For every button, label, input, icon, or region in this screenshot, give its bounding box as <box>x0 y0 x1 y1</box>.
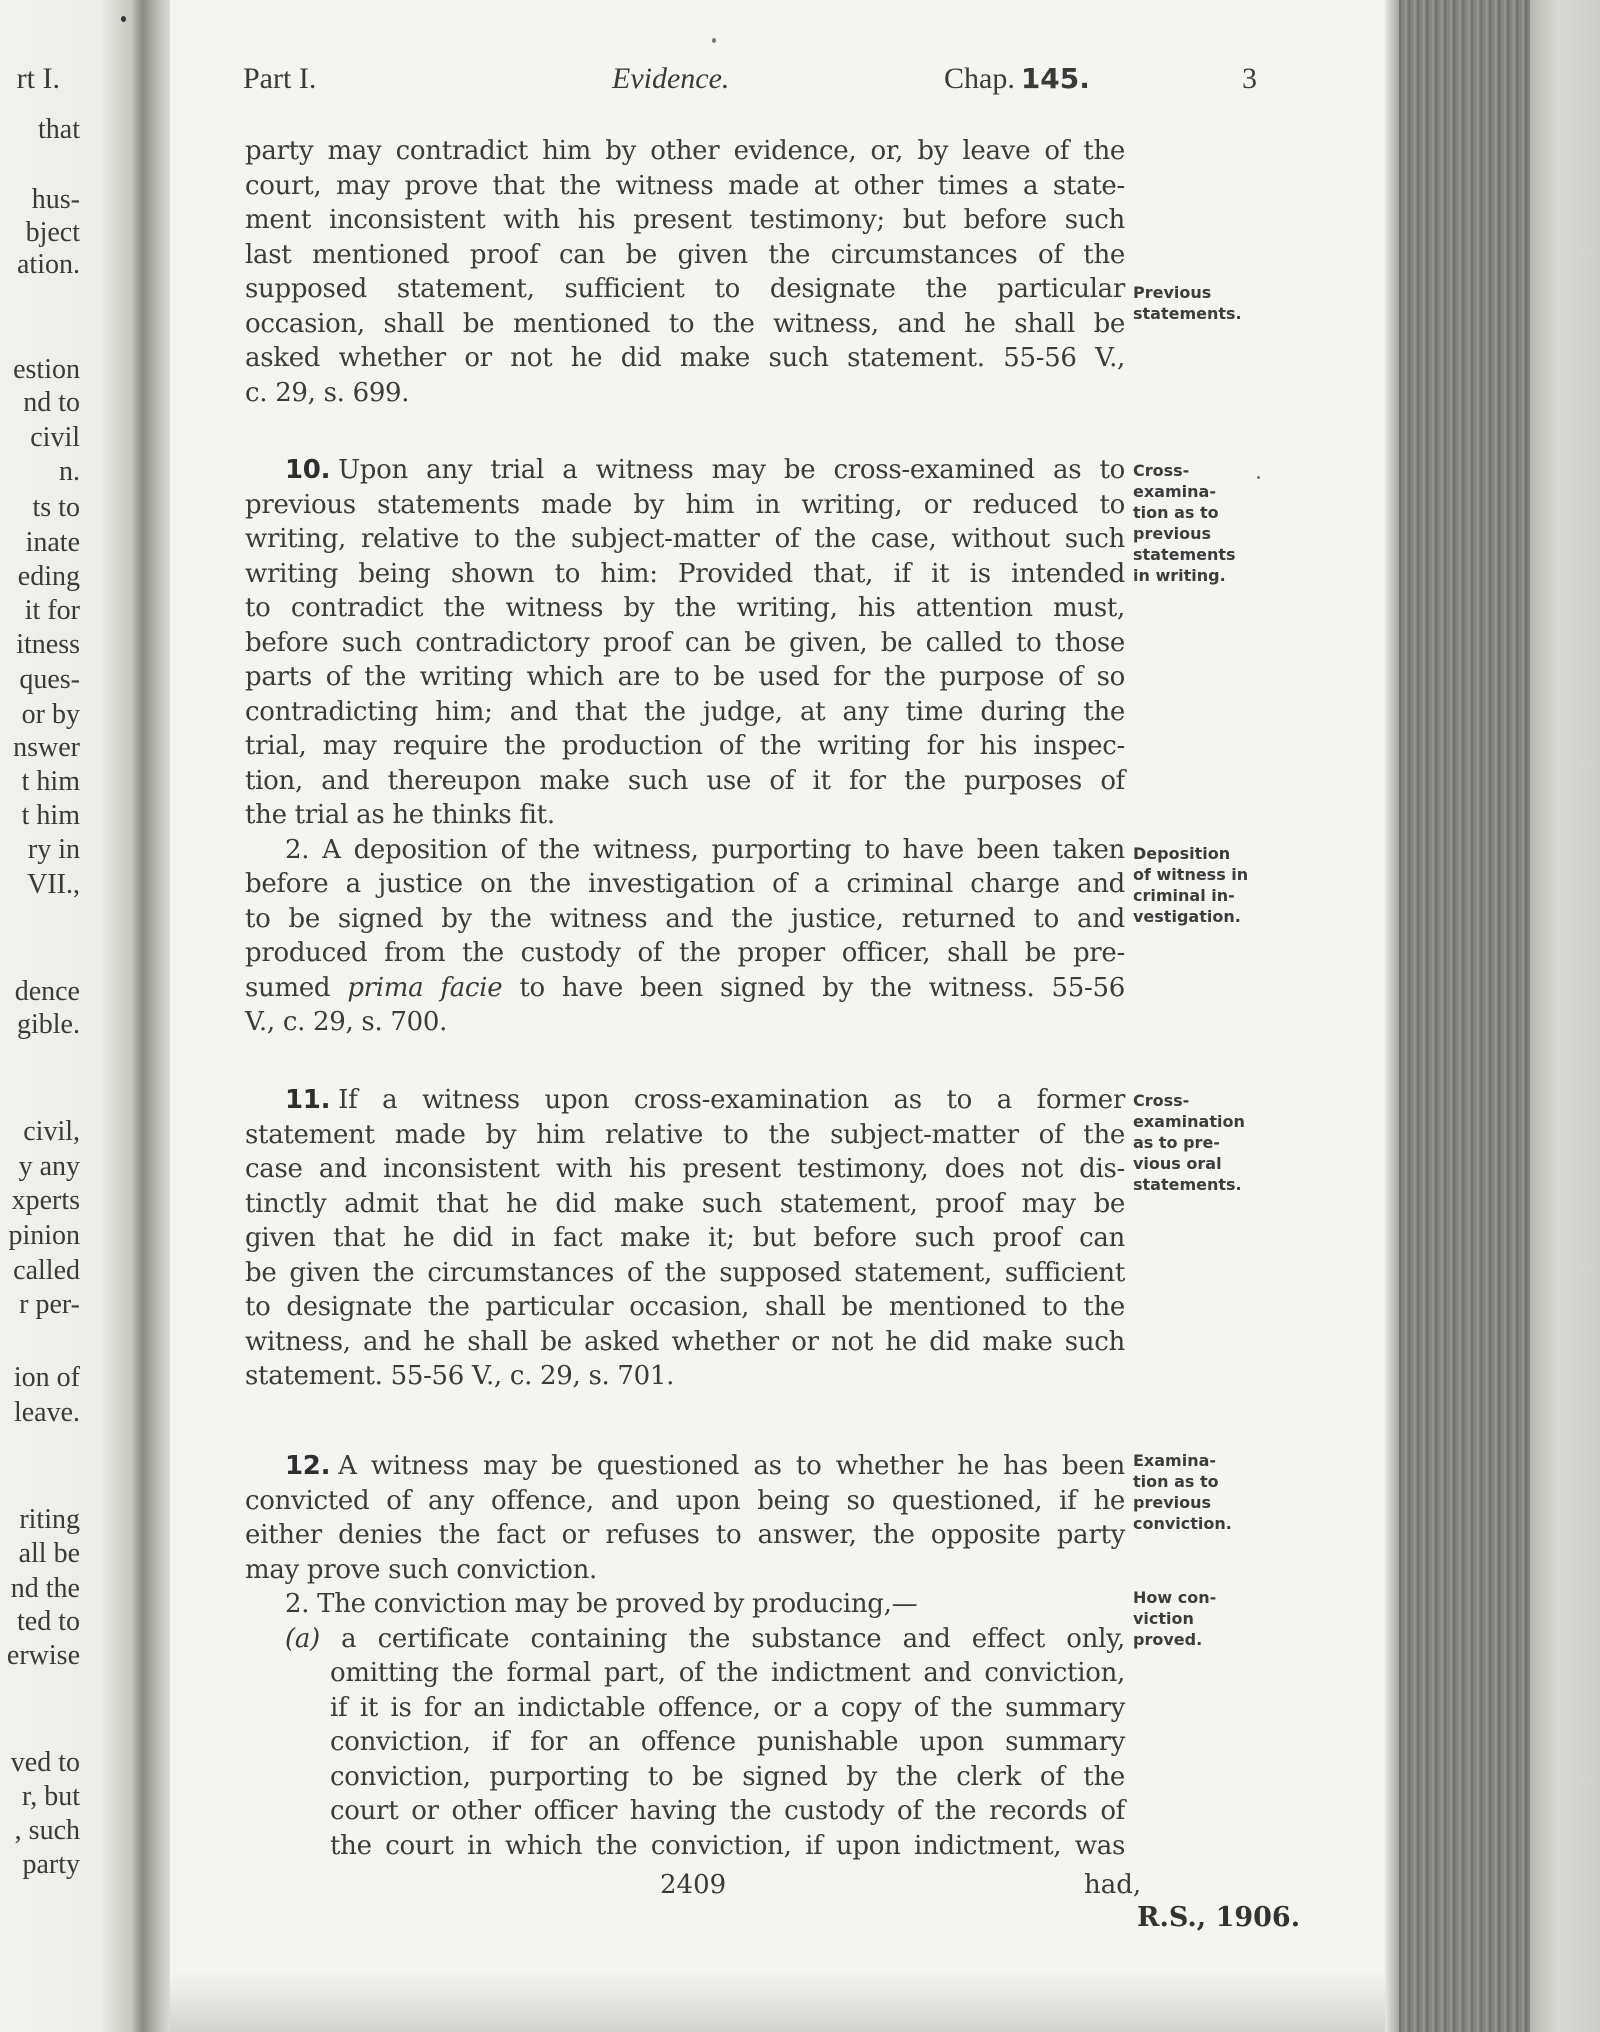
left-page-line: VII., <box>27 869 80 900</box>
chapter-number: 145. <box>1020 62 1090 95</box>
text-line: trial, may require the production of the writing for his inspec- <box>245 731 1125 761</box>
clause-label: (a) <box>285 1623 320 1654</box>
left-page-line: ry in <box>27 834 80 865</box>
text-line: parts of the writing which are to be used for the purpose of so <box>245 662 1125 692</box>
text-line: court or other officer having the custody of the records of <box>330 1796 1125 1826</box>
italic-term: prima facie <box>347 972 503 1003</box>
text-line: contradicting him; and that the judge, at any time during the <box>245 696 1125 727</box>
left-page-line: bject <box>25 217 80 248</box>
section-10 <box>245 453 1125 1040</box>
text-line: convicted of any offence, and upon being so questioned, if he <box>245 1485 1125 1516</box>
left-page-line: ts to <box>32 492 80 523</box>
text-line: conviction, purporting to be signed by the clerk of the <box>330 1761 1125 1792</box>
page-number-top: 3 <box>1242 62 1257 95</box>
subsection-12-2: 2. The conviction may be proved by producing,— <box>285 1589 918 1619</box>
text-line: writing, relative to the subject-matter of the case, without such <box>245 524 1125 554</box>
margin-note-cross-examination-oral: Cross- examination as to pre- vious oral statements. <box>1133 1091 1245 1194</box>
running-header-title: Evidence. <box>612 62 730 95</box>
text-line: party may contradict him by other evidence, or, by leave of the <box>245 136 1125 166</box>
section-10-first-line: 10. Upon any trial a witness may be cross-examined as to <box>285 455 1125 485</box>
left-page-line: gible. <box>17 1009 80 1040</box>
section-11 <box>245 1083 1125 1394</box>
text-line: the trial as he thinks fit. <box>245 800 555 830</box>
margin-note-examination-conviction: Examina- tion as to previous conviction. <box>1133 1451 1232 1533</box>
text-line: tinctly admit that he did make such statement, proof may be <box>245 1188 1125 1219</box>
left-page-line: itness <box>16 629 80 660</box>
left-page-line: y any <box>18 1151 80 1182</box>
left-page-line: party <box>22 1849 80 1880</box>
subsection-10-2: 2. A deposition of the witness, purporting to have been taken <box>285 834 1125 865</box>
left-page-line: nd the <box>10 1573 80 1604</box>
text-line: given that he did in fact make it; but before such proof can <box>245 1223 1125 1253</box>
left-page-line: ion of <box>13 1362 80 1393</box>
text-line: ment inconsistent with his present testimony; but before such <box>245 205 1125 235</box>
clause-a-first-line: (a) a certificate containing the substance and effect only, <box>285 1623 1125 1654</box>
running-header-chapter: Chap. 145. <box>944 62 1090 95</box>
left-page-line: ted to <box>17 1606 80 1637</box>
text-line: produced from the custody of the proper officer, shall be pre- <box>245 938 1125 968</box>
left-page-line: nswer <box>13 732 80 763</box>
text-line: case and inconsistent with his present testimony, does not dis- <box>245 1154 1125 1184</box>
left-page-line: erwise <box>6 1640 80 1671</box>
left-page-line: called <box>13 1255 80 1286</box>
text-line: if it is for an indictable offence, or a copy of the summary <box>330 1692 1125 1723</box>
left-page-line: it for <box>24 595 80 626</box>
text-line: before such contradictory proof can be given, be called to those <box>245 627 1125 658</box>
section-number: 10. <box>285 455 331 485</box>
scan-speck <box>121 16 126 22</box>
section-12-first-line: 12. A witness may be questioned as to whether he has been <box>285 1451 1125 1481</box>
text-line: asked whether or not he did make such statement. 55-56 V., <box>245 343 1125 373</box>
left-page-line: civil <box>30 422 80 453</box>
text-line: to designate the particular occasion, shall be mentioned to the <box>245 1292 1125 1322</box>
section-11-first-line: 11. If a witness upon cross-examination as to a former <box>285 1085 1125 1115</box>
left-page-line: ation. <box>17 249 80 280</box>
source-citation: R.S., 1906. <box>1137 1902 1301 1933</box>
book-cover-edge <box>1530 0 1600 2032</box>
text-line: court, may prove that the witness made at other times a state- <box>245 170 1125 201</box>
left-page-line: xperts <box>11 1185 80 1216</box>
text-line: to contradict the witness by the writing, his attention must, <box>245 593 1125 623</box>
text-line: either denies the fact or refuses to answer, the opposite party <box>245 1520 1125 1550</box>
left-page-line: all be <box>18 1538 80 1569</box>
left-page-line: r per- <box>19 1289 80 1320</box>
left-page-line: dence <box>14 976 80 1007</box>
text-line: may prove such conviction. <box>245 1554 597 1585</box>
left-page-line: n. <box>59 456 80 487</box>
text-line: writing being shown to him: Provided that, if it is intended <box>245 558 1125 589</box>
left-page-line: estion <box>13 354 80 385</box>
section-number: 11. <box>285 1085 331 1115</box>
book-fore-edge <box>1385 0 1600 2032</box>
left-page-line: ques- <box>19 664 80 695</box>
left-page-line: hus- <box>31 184 80 215</box>
left-page-line: t him <box>21 800 80 831</box>
text-line: the court in which the conviction, if upon indictment, was <box>330 1830 1125 1861</box>
section-number: 12. <box>285 1451 331 1481</box>
catchword: had, <box>1084 1870 1142 1900</box>
margin-note-deposition: Deposition of witness in criminal in- vestigation. <box>1133 844 1249 926</box>
left-page-line: nd to <box>23 387 80 418</box>
left-page-line: pinion <box>8 1220 80 1251</box>
left-page-line: or by <box>21 699 80 730</box>
left-page-line: , such <box>14 1815 80 1846</box>
text-line: tion, and thereupon make such use of it for the purposes of <box>245 765 1125 796</box>
left-page-line: leave. <box>13 1397 80 1428</box>
text-line: conviction, if for an offence punishable upon summary <box>330 1727 1125 1757</box>
left-page-line: r, but <box>22 1781 80 1812</box>
paragraph-continued <box>245 134 1125 410</box>
page-number-bottom: 2409 <box>660 1870 727 1900</box>
running-header-part: Part I. <box>243 62 317 95</box>
left-page-line: inate <box>25 527 80 558</box>
scan-speck <box>712 38 716 43</box>
text-line: omitting the formal part, of the indictment and conviction, <box>330 1658 1125 1688</box>
margin-note-cross-examination-writing: Cross- examina- tion as to previous statements in writing. <box>1133 461 1236 585</box>
left-page-line: t him <box>21 766 80 797</box>
text-line: previous statements made by him in writing, or reduced to <box>245 489 1125 520</box>
text-line: sumed prima facie to have been signed by the witness. 55-56 <box>245 972 1125 1003</box>
left-page-line: that <box>38 114 80 145</box>
left-page-line: civil, <box>23 1116 80 1147</box>
text-line: last mentioned proof can be given the circumstances of the <box>245 239 1125 270</box>
text-line: to be signed by the witness and the justice, returned to and <box>245 903 1125 934</box>
text-line: c. 29, s. 699. <box>245 377 410 408</box>
left-page-fragment <box>0 0 142 2032</box>
scan-speck <box>1257 476 1260 479</box>
left-page-line: ved to <box>10 1747 80 1778</box>
left-running-header: rt I. <box>16 62 60 95</box>
text-line: supposed statement, sufficient to designate the particular <box>245 274 1125 304</box>
text-line: occasion, shall be mentioned to the witness, and he shall be <box>245 308 1125 339</box>
text-line: be given the circumstances of the supposed statement, sufficient <box>245 1257 1125 1288</box>
left-page-line: riting <box>19 1504 80 1535</box>
left-page-line: eding <box>17 561 80 592</box>
text-line: before a justice on the investigation of a criminal charge and <box>245 869 1125 899</box>
text-line: statement made by him relative to the subject-matter of the <box>245 1119 1125 1150</box>
text-line: V., c. 29, s. 700. <box>245 1007 448 1037</box>
text-line: witness, and he shall be asked whether or not he did make such <box>245 1326 1125 1357</box>
section-12 <box>245 1449 1125 1863</box>
margin-note-previous-statements: Previous statements. <box>1133 283 1242 323</box>
margin-note-how-conviction-proved: How con- viction proved. <box>1133 1588 1217 1649</box>
text-line: statement. 55-56 V., c. 29, s. 701. <box>245 1361 675 1391</box>
